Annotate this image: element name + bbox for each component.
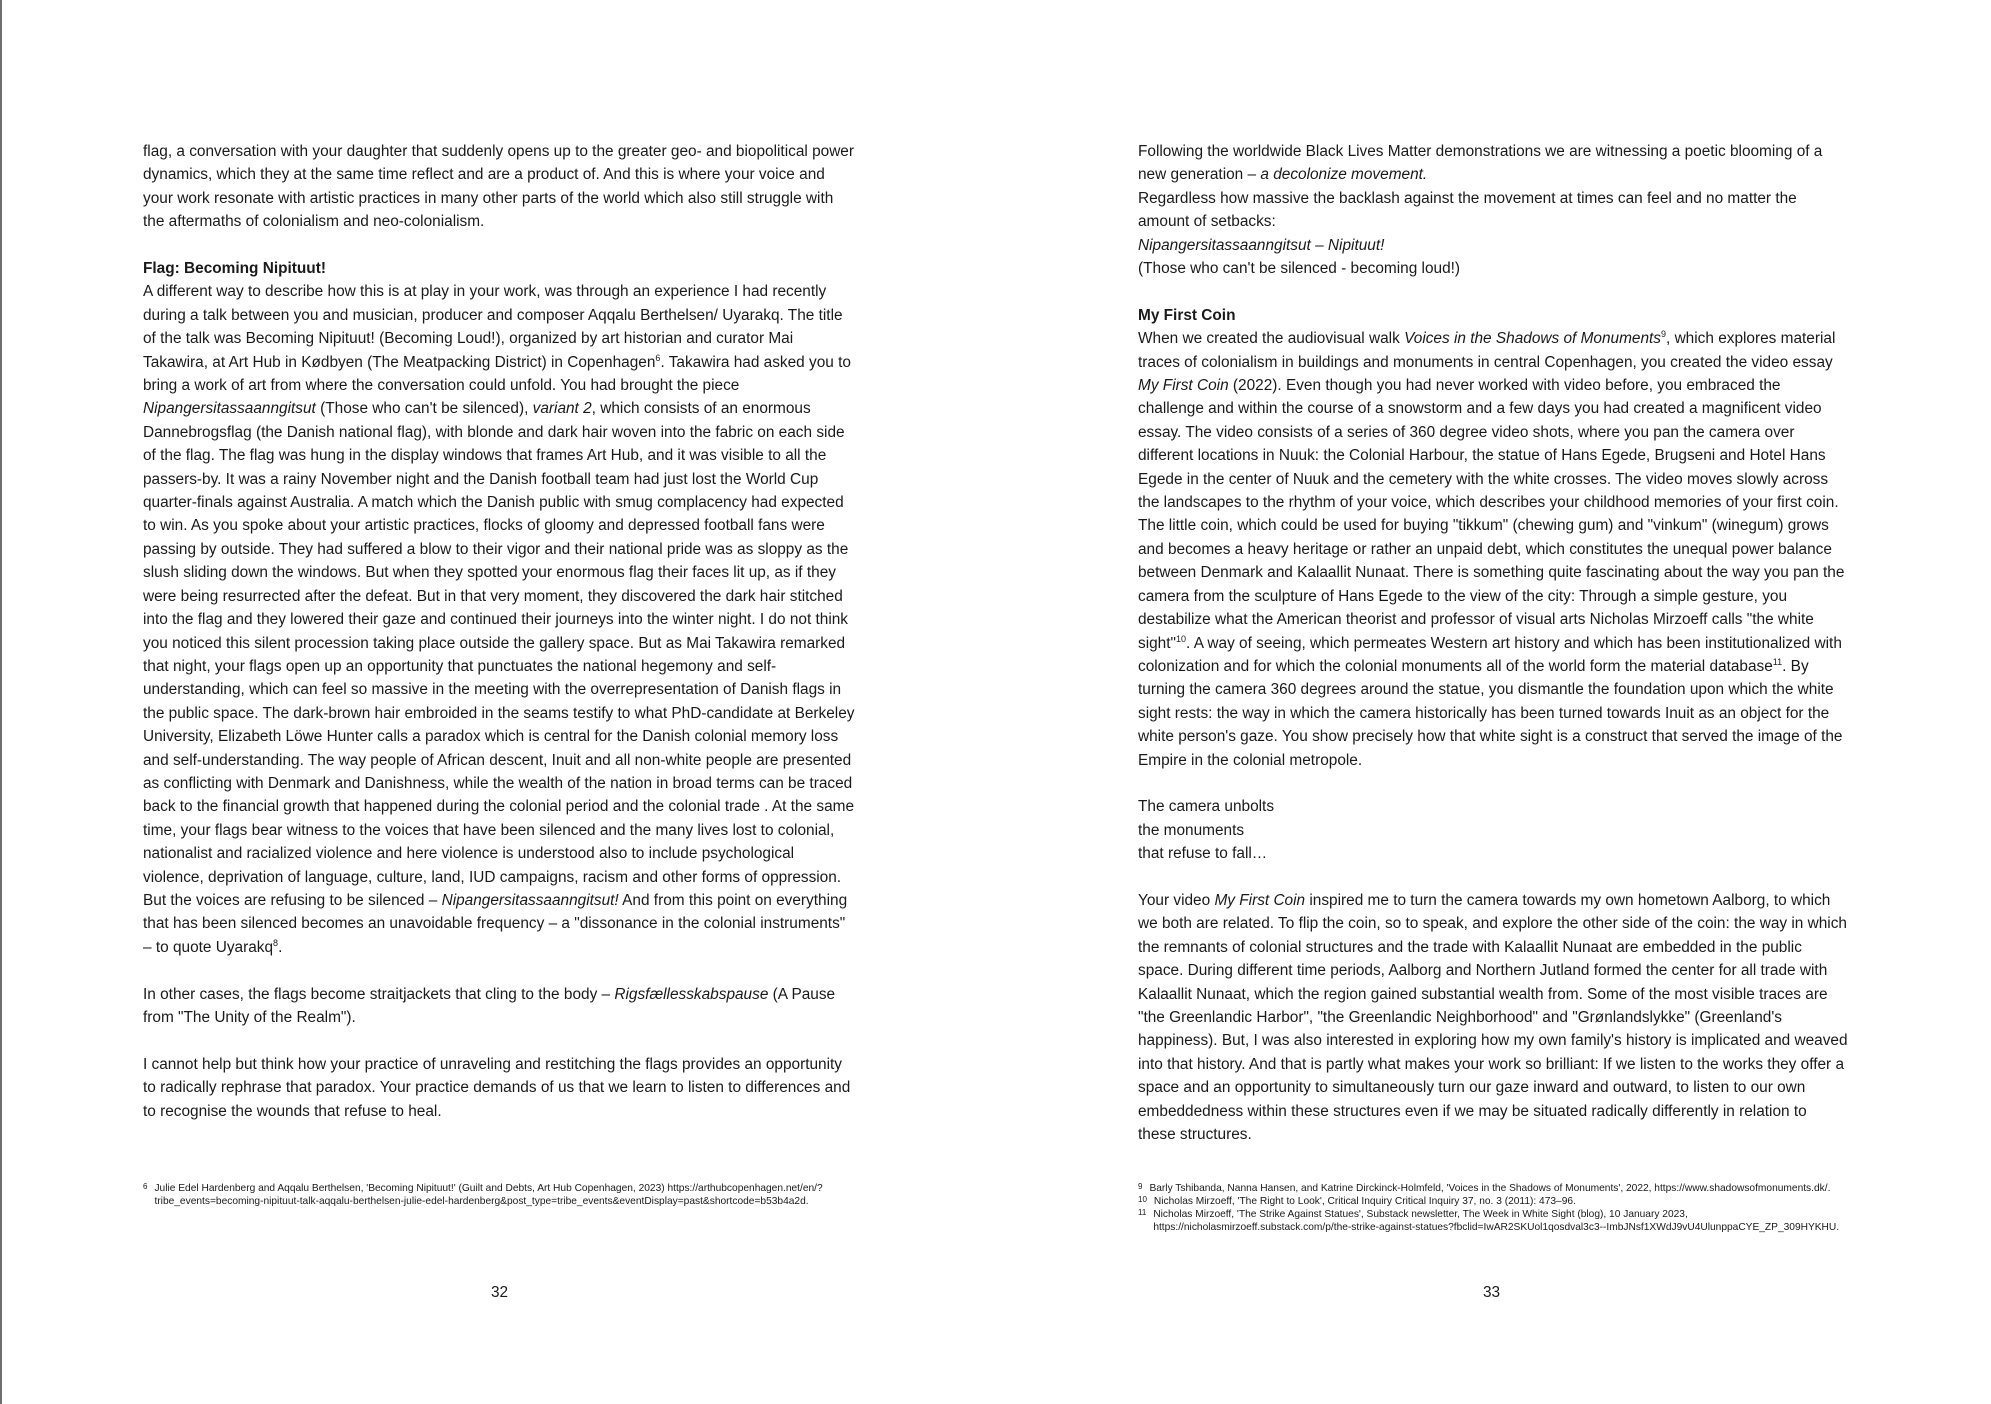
closing-paragraph: I cannot help but think how your practice of unraveling and restitching the flags provides an opportunity to radically rephrase that paradox. Your practice demands of us that we learn to listen to differences and to recognise the wounds that refuse to heal. <box>143 1055 851 1120</box>
footnote: 10 Nicholas Mirzoeff, 'The Right to Look', Critical Inquiry Critical Inquiry 37, no. 3 (2011): 473–96. <box>1138 1195 1576 1207</box>
right-page <box>995 0 1990 1404</box>
translation-line: (Those who can't be silenced - becoming loud!) <box>1138 260 1461 278</box>
footnote-ref-11[interactable]: 11 <box>1772 656 1783 667</box>
flag-paragraph: A different way to describe how this is at play in your work, was through an experience I had recently during a talk between you and musician, producer and composer Aqqalu Berthelsen/ Uyarakq. The title of the talk was Becoming Nipituut! (Becoming Loud!), organized by art historian and curator Mai Takawira, at Art Hub in Kødbyen (The Meatpacking District) in Copenhagen$^6$. Takawira had asked you to bring a work of art from where the conversation could unfold. You had brought the piece Nipangersitassaanngitsut (Those who can't be silenced), variant 2, which consists of an enormous Dannebrogsflag (the Danish national flag), with blonde and dark hair woven into the fabric on each side of the flag. The flag was hung in the display windows that frames Art Hub, and it was visible to all the passers-by. It was a rainy November night and the Danish football team had just lost the World Cup quarter-finals against Australia. A match which the Danish public with smug complacency had expected to win. As you spoke about your artistic practices, flocks of gloomy and depressed football fans were passing by outside. They had suffered a blow to their vigor and their national pride was as sloppy as the slush sliding down the windows. But when they spotted your enormous flag their faces lit up, as if they were being resurrected after the defeat. But in that very moment, they discovered the dark hair stitched into the flag and they lowered their gaze and continued their journeys into the winter night. I do not think you noticed this silent procession taking place outside the gallery space. But as Mai Takawira remarked that night, your flags open up an opportunity that punctuates the national hegemony and self-understanding, which can feel so massive in the meeting with the overrepresentation of Danish flags in the public space. The dark-brown hair embroided in the seams testify to what PhD-candidate at Berkeley University, Elizabeth Löwe Hunter calls a paradox which is central for the Danish colonial memory loss and self-understanding. The way people of African descent, Inuit and all non-white people are presented as conflicting with Denmark and Danishness, while the wealth of the nation in broad terms can be traced back to the financial growth that happened during the colonial period and the colonial trade . At the same time, your flags bear witness to the voices that have been silenced and the many lives lost to colonial, nationalist and racialized violence and here violence is understood also to include psychological violence, deprivation of language, culture, land, IUD campaigns, racism and other forms of oppression. But the voices are refusing to be silenced – Nipangersitassaanngitsut! And from this point on everything that has been silenced becomes an unavoidable frequency – a "dissonance in the colonial instruments" – to quote Uyarakq$^8$. <box>143 283 855 956</box>
intro-paragraph: flag, a conversation with your daughter that suddenly opens up to the greater geo- and biopolitical power dynamics, which they at the same time reflect and are a product of. And this is where your voice and your work resonate with artistic practices in many other parts of the world which also still struggle with the aftermaths of colonialism and neo-colonialism. <box>143 143 854 231</box>
footnote-ref-10[interactable]: 10 <box>1175 633 1186 644</box>
left-text-column <box>143 140 856 1123</box>
section-heading-coin: My First Coin <box>1138 306 1236 324</box>
footnote-ref-8[interactable]: 8 <box>273 937 279 948</box>
page-number: 32 <box>491 1284 509 1301</box>
blm-paragraph: Following the worldwide Black Lives Matter demonstrations we are witnessing a poetic blooming of a new generation – a decolonize movement. <box>1138 143 1823 184</box>
right-footnotes <box>1138 1182 1848 1234</box>
right-text-column <box>1138 140 1848 1146</box>
poem-line: the monuments <box>1138 821 1245 839</box>
poem-line: The camera unbolts <box>1138 798 1275 816</box>
left-footnotes <box>143 1182 856 1208</box>
coin-paragraph: When we created the audiovisual walk Voices in the Shadows of Monuments$^9$, which explores material traces of colonialism in buildings and monuments in central Copenhagen, you created the video essay My First Coin (2022). Even though you had never worked with video before, you embraced the challenge and within the course of a snowstorm and a few days you had created a magnificent video essay. The video consists of a series of 360 degree video shots, where you pan the camera over different locations in Nuuk: the Colonial Harbour, the statue of Hans Egede, Brugseni and Hotel Hans Egede in the center of Nuuk and the cemetery with the white crosses. The video moves slowly across the landscapes to the rhythm of your voice, which describes your childhood memories of your first coin. The little coin, which could be used for buying "tikkum" (chewing gum) and "vinkum" (winegum) grows and becomes a heavy heritage or rather an unpaid debt, which constitutes the unequal power balance between Denmark and Kalaallit Nunaat. There is something quite fascinating about the way you pan the camera from the sculpture of Hans Egede to the view of the city: Through a simple gesture, you destabilize what the American theorist and professor of visual arts Nicholas Mirzoeff calls "the white sight"$^{10}$. A way of seeing, which permeates Western art history and which has been institutionalized with colonization and for which the colonial monuments all of the world form the material database$^{11}$. By turning the camera 360 degrees around the statue, you dismantle the foundation upon which the white sight rests: the way in which the camera historically has been turned towards Inuit as an object for the white person's gaze. You show precisely how that white sight is a construct that served the image of the Empire in the colonial metropole. <box>1138 329 1845 769</box>
footnote: 11 Nicholas Mirzoeff, 'The Strike Against Statues', Substack newsletter, The Week in White Sight (blog), 10 January 2023, https://nicholasmirzoeff.substack.com/p/the-strike-against-statues?fbclid=IwAR2SKUol1qosdval3c3--ImbJNsf1XWdJ9vU4UlunppaCYE_ZP_309HYKHU. <box>1138 1208 1840 1233</box>
nipituut-line: Nipangersitassaanngitsut – Nipituut! <box>1138 236 1385 254</box>
footnote: 6 Julie Edel Hardenberg and Aqqalu Berthelsen, 'Becoming Nipituut!' (Guilt and Debts, Art Hub Copenhagen, 2023) https://arthubcopenhagen.net/en/?tribe_events=becoming-nipituut-talk-aqqalu-berthelsen-julie-edel-hardenberg&post_type=tribe_events&eventDisplay=past&shortcode=b53b4a2d. <box>143 1182 823 1207</box>
straitjacket-paragraph: In other cases, the flags become straitjackets that cling to the body – Rigsfællesskabspause (A Pause from "The Unity of the Realm"). <box>143 985 836 1026</box>
footnote: 9 Barly Tshibanda, Nanna Hansen, and Katrine Dirckinck-Holmfeld, 'Voices in the Shadows of Monuments', 2022, https://www.shadowsofmonuments.dk/. <box>1138 1182 1831 1194</box>
page-number: 33 <box>1483 1284 1501 1301</box>
poem-line: that refuse to fall… <box>1138 845 1268 863</box>
footnote-ref-6[interactable]: 6 <box>655 352 661 363</box>
backlash-line: Regardless how massive the backlash against the movement at times can feel and no matter the amount of setbacks: <box>1138 189 1797 231</box>
footnote-ref-9[interactable]: 9 <box>1661 329 1667 340</box>
section-heading-flag: Flag: Becoming Nipituut! <box>143 260 326 278</box>
left-page <box>0 0 995 1404</box>
video-paragraph: Your video My First Coin inspired me to turn the camera towards my own hometown Aalborg, to which we both are related. To flip the coin, so to speak, and explore the other side of the coin: the way in which the remnants of colonial structures and the trade with Kalaallit Nunaat are embedded in the public space. During different time periods, Aalborg and Northern Jutland formed the center for all trade with Kalaallit Nunaat, which the region gained substantial wealth from. Some of the most visible traces are "the Greenlandic Harbor", "the Greenlandic Neighborhood" and "Grønlandslykke" (Greenland's happiness). But, I was also interested in exploring how my own family's history is implicated and weaved into that history. And that is partly what makes your work so brilliant: If we listen to the works they offer a space and an opportunity to simultaneously turn our gaze inward and outward, to listen to our own embeddedness within these structures even if we may be situated radically differently in relation to these structures. <box>1138 891 1848 1144</box>
